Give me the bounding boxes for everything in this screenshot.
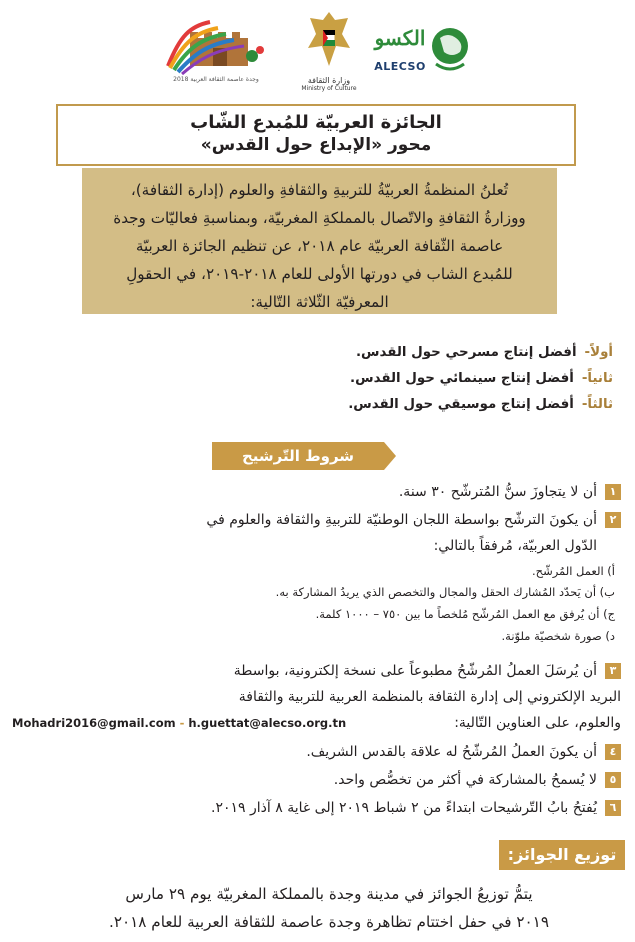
condition-text: الدّول العربيّة، مُرفقاً بالتالي: bbox=[433, 538, 597, 554]
condition-text: أن يكونَ الترشّح بواسطة اللجان الوطنيّة للتربيةِ والثقافة والعلوم في bbox=[206, 512, 597, 528]
culture-logo-caption: وجدة عاصمة الثقافة العربية 2018 bbox=[173, 76, 259, 83]
distribution-heading: توزيع الجوائز: bbox=[499, 840, 625, 870]
intro-box bbox=[82, 168, 557, 314]
email-addresses bbox=[12, 716, 347, 730]
condition-number: ٣ bbox=[605, 663, 621, 679]
condition-number: ٢ bbox=[605, 512, 621, 528]
condition-text: أن لا يتجاوزَ سنُّ المُترشّح ٣٠ سنة. bbox=[398, 484, 597, 500]
email-separator: - bbox=[179, 716, 185, 730]
condition-number: ١ bbox=[605, 484, 621, 500]
ministry-of-culture-logo bbox=[294, 8, 364, 98]
condition-number: ٤ bbox=[605, 744, 621, 760]
condition-number: ٦ bbox=[605, 800, 621, 816]
condition-item bbox=[61, 800, 621, 816]
alecso-name-ar: الكسو bbox=[374, 26, 426, 50]
oujda-culture-capital-logo bbox=[160, 16, 272, 86]
prize-text: أفضل إنتاج سينمائي حول القدس. bbox=[350, 371, 574, 386]
prize-item bbox=[313, 340, 613, 366]
condition-text: أن يكونَ العملُ المُرشّحُ له علاقة بالقدس الشريف. bbox=[306, 744, 597, 760]
intro-line: ووزارةُ الثقافةِ والاتّصال بالمملكةِ المغربيّة، وبمناسبةِ فعاليّات وجدة bbox=[113, 209, 526, 227]
condition-text: والعلوم، على العناوين التّالية: bbox=[454, 715, 621, 731]
condition-item bbox=[61, 744, 621, 760]
condition-item bbox=[61, 512, 621, 554]
intro-line: تُعلنُ المنظمةُ العربيّةُ للتربيةِ والثقافةِ والعلوم (إدارة الثقافة)، bbox=[130, 181, 509, 199]
condition-text: لا يُسمحُ بالمشاركة في أكثر من تخصُّص واحد. bbox=[333, 772, 597, 788]
ministry-caption-en: Ministry of Culture bbox=[301, 85, 357, 92]
page-subtitle: محور «الإبداع حول القدس» bbox=[200, 135, 432, 155]
prize-list bbox=[313, 340, 613, 418]
distribution-line: ٢٠١٩ في حفل اختتام تظاهرة وجدة عاصمة للثقافة العربية للعام ٢٠١٨. bbox=[109, 913, 549, 931]
prize-item bbox=[313, 366, 613, 392]
prize-ordinal: ثالثاً- bbox=[581, 397, 613, 412]
intro-line: عاصمة الثّقافة العربيّة عام ٢٠١٨، عن تنظيم الجائزة العربيّة bbox=[135, 237, 504, 255]
heading-arrow-icon bbox=[384, 442, 396, 470]
intro-line: للمُبدع الشاب في دورتها الأولى للعام ٢٠١٨-٢٠١٩، في الحقولِ bbox=[126, 265, 513, 283]
prize-ordinal: ثانياً- bbox=[581, 371, 613, 386]
email-mohadri[interactable]: Mohadri2016@gmail.com bbox=[12, 716, 176, 730]
title-box bbox=[56, 104, 576, 166]
header-logos bbox=[0, 8, 635, 96]
conditions-heading-text: شروط التّرشيح bbox=[241, 447, 355, 465]
condition-number: ٥ bbox=[605, 772, 621, 788]
ministry-caption-ar: وزارة الثقافة bbox=[307, 76, 351, 85]
alecso-logo bbox=[372, 22, 472, 82]
prize-ordinal: أولاً- bbox=[584, 345, 613, 360]
alecso-name-en: ALECSO bbox=[374, 60, 426, 73]
eagle-emblem-icon bbox=[304, 8, 354, 70]
condition-subitem: أ) العمل المُرشّح. bbox=[531, 564, 615, 578]
intro-line: المعرفيّة الثّلاثة التّالية: bbox=[250, 293, 389, 311]
page-title: الجائزة العربيّة للمُبدع الشّاب bbox=[190, 112, 442, 133]
conditions-heading bbox=[212, 442, 384, 470]
condition-subitem: ب) أن يَحدّد المُشارك الحقل والمجال والتخصص الذي يريدُ المشاركة به. bbox=[275, 585, 615, 599]
condition-text: أن يُرسَلَ العملُ المُرشّحُ مطبوعاً على نسخة إلكترونية، بواسطة bbox=[233, 663, 597, 679]
condition-subitem: ج) أن يُرفق مع العمل المُرشّح مُلخصاً ما بين ٧٥٠ – ١٠٠٠ كلمة. bbox=[315, 607, 615, 621]
condition-text: البريد الإلكتروني إلى إدارة الثقافة بالمنظمة العربية للتربية والثقافة bbox=[238, 689, 621, 705]
condition-item bbox=[61, 484, 621, 500]
prize-item bbox=[313, 392, 613, 418]
email-guettat[interactable]: h.guettat@alecso.org.tn bbox=[188, 716, 347, 730]
condition-subitem: د) صورة شخصيّة ملوّنة. bbox=[501, 629, 615, 643]
condition-text: يُفتحُ بابُ التّرشيحات ابتداءً من ٢ شباط ٢٠١٩ إلى غاية ٨ آذار ٢٠١٩. bbox=[211, 800, 597, 816]
condition-item bbox=[61, 772, 621, 788]
prize-text: أفضل إنتاج موسيقي حول القدس. bbox=[348, 397, 574, 412]
alecso-globe-icon bbox=[430, 24, 470, 76]
distribution-text bbox=[49, 880, 609, 936]
prize-text: أفضل إنتاج مسرحي حول القدس. bbox=[355, 345, 577, 360]
distribution-line: يتمُّ توزيعُ الجوائز في مدينة وجدة بالمملكة المغربيّة يوم ٢٩ مارس bbox=[125, 885, 533, 903]
